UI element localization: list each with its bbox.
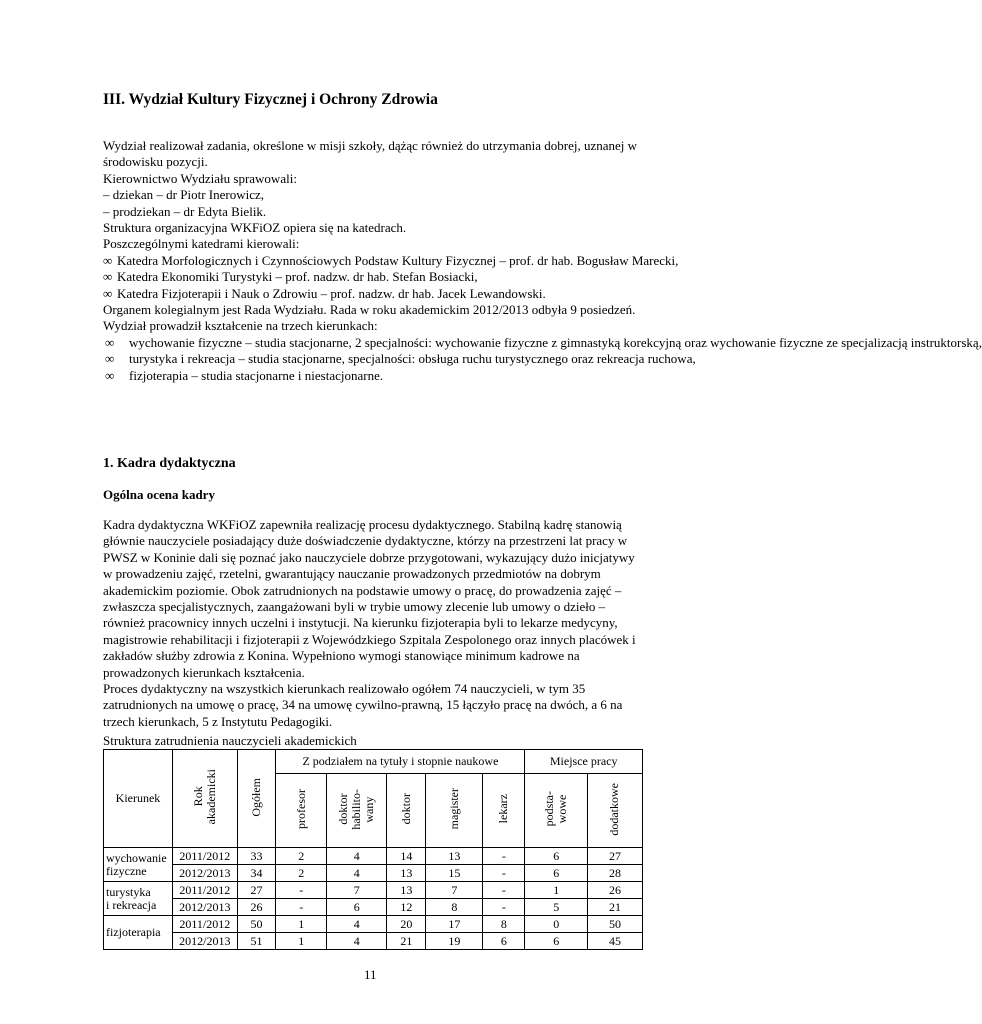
header-ogolem-text: Ogółem	[249, 777, 264, 817]
row-label-line: fizjoterapia	[106, 925, 161, 939]
direction-text: fizjoterapia – studia stacjonarne i niestacjonarne.	[129, 367, 384, 383]
cell-magister: 19	[426, 933, 483, 950]
cell-ogolem: 50	[237, 916, 276, 933]
cell-doktor-hab: 4	[327, 865, 387, 882]
cell-doktor: 12	[387, 899, 426, 916]
cell-lekarz: 8	[483, 916, 525, 933]
cell-rok: 2011/2012	[172, 848, 237, 865]
table-row	[104, 882, 643, 899]
cell-profesor: 2	[276, 848, 327, 865]
table-row	[104, 865, 643, 882]
cell-lekarz: -	[483, 899, 525, 916]
header-rok	[172, 750, 237, 848]
table-caption: Struktura zatrudnienia nauczycieli akademickich	[103, 733, 357, 748]
header-magister-text: magister	[446, 788, 461, 830]
cell-doktor-hab: 4	[327, 933, 387, 950]
header-profesor	[276, 774, 327, 848]
header-lekarz-text: lekarz	[496, 794, 511, 824]
chair-item	[103, 286, 643, 302]
cell-rok: 2012/2013	[172, 933, 237, 950]
intro-block	[103, 138, 982, 384]
cell-doktor-hab: 4	[327, 848, 387, 865]
cell-magister: 8	[426, 899, 483, 916]
cell-lekarz: 6	[483, 933, 525, 950]
chairs-label: Poszczególnymi katedrami kierowali:	[103, 236, 300, 252]
direction-text: wychowanie fizyczne – studia stacjonarne, 2 specjalności: wychowanie fizyczne z gimnastyką korekcyjną oraz wychowanie fizyczne ze specjalizacją instruktorską,	[129, 334, 982, 350]
cell-doktor: 21	[387, 933, 426, 950]
intro-paragraph: Wydział realizował zadania, określone w misji szkoły, dążąc również do utrzymania dobrej, uznanej w środowisku pozycji.	[103, 138, 638, 170]
staff-count-paragraph: Proces dydaktyczny na wszystkich kierunkach realizowało ogółem 74 nauczycieli, w tym 35 zatrudnionych na umowę o pracę, 34 na umowę cywilno-prawną, 15 łączyło pracę na dwóch, a 6 na trzech kierunkach, 5 z Instytutu Pedagogiki.	[103, 681, 623, 729]
section-heading: 1. Kadra dydaktyczna	[103, 456, 236, 471]
chair-text: Katedra Morfologicznych i Czynnościowych Podstaw Kultury Fizycznej – prof. dr hab. Bogusław Marecki,	[117, 252, 679, 268]
header-rok-line2: akademicki	[203, 769, 218, 825]
cell-profesor: 1	[276, 933, 327, 950]
row-label	[104, 882, 173, 916]
header-podstawowe-line2: wowe	[555, 794, 570, 824]
header-group-titles: Z podziałem na tytuły i stopnie naukowe	[276, 750, 525, 774]
direction-item	[103, 351, 696, 367]
cell-rok: 2012/2013	[172, 899, 237, 916]
directions-label: Wydział prowadził kształcenie na trzech kierunkach:	[103, 318, 378, 334]
table-row	[104, 916, 643, 933]
cell-podstawowe: 6	[525, 848, 588, 865]
row-label-line: fizyczne	[106, 863, 147, 878]
header-dodatkowe	[587, 774, 642, 848]
cell-doktor: 13	[387, 882, 426, 899]
cell-rok: 2011/2012	[172, 916, 237, 933]
header-magister	[426, 774, 483, 848]
header-doktor-hab-line3: wany	[362, 796, 377, 822]
row-label	[104, 848, 173, 882]
cell-ogolem: 34	[237, 865, 276, 882]
direction-item	[103, 368, 643, 384]
direction-item	[103, 334, 982, 351]
table-row	[104, 848, 643, 865]
cell-doktor: 13	[387, 865, 426, 882]
cell-dodatkowe: 28	[587, 865, 642, 882]
cell-profesor: 2	[276, 865, 327, 882]
cell-rok: 2012/2013	[172, 865, 237, 882]
cell-podstawowe: 0	[525, 916, 588, 933]
cell-doktor-hab: 6	[327, 899, 387, 916]
chair-item	[103, 269, 643, 285]
header-doktor-hab-line1: doktor	[336, 793, 351, 825]
table-row	[104, 899, 643, 916]
row-label-line: i rekreacja	[106, 897, 157, 912]
cell-podstawowe: 6	[525, 933, 588, 950]
header-ogolem	[237, 750, 276, 848]
cell-dodatkowe: 26	[587, 882, 642, 899]
cell-profesor: -	[276, 882, 327, 899]
infinity-bullet-icon: ∞	[105, 334, 115, 350]
header-podstawowe	[525, 774, 588, 848]
cell-lekarz: -	[483, 848, 525, 865]
header-lekarz	[483, 774, 525, 848]
cell-lekarz: -	[483, 882, 525, 899]
chair-item	[103, 252, 679, 269]
cell-dodatkowe: 45	[587, 933, 642, 950]
staff-text-block	[103, 517, 643, 730]
cell-ogolem: 26	[237, 899, 276, 916]
dean-line: – dziekan – dr Piotr Inerowicz,	[103, 187, 265, 203]
chair-text: Katedra Ekonomiki Turystyki – prof. nadzw. dr hab. Stefan Bosiacki,	[117, 269, 478, 285]
cell-magister: 13	[426, 848, 483, 865]
cell-podstawowe: 6	[525, 865, 588, 882]
cell-doktor: 14	[387, 848, 426, 865]
header-doktor-text: doktor	[398, 793, 413, 825]
header-kierunek: Kierunek	[104, 750, 173, 848]
row-label-line: wychowanie	[106, 850, 167, 865]
infinity-bullet-icon: ∞	[103, 269, 113, 285]
cell-magister: 15	[426, 865, 483, 882]
management-label: Kierownictwo Wydziału sprawowali:	[103, 170, 297, 186]
page-title: III. Wydział Kultury Fizycznej i Ochrony Zdrowia	[103, 91, 438, 108]
cell-ogolem: 27	[237, 882, 276, 899]
cell-podstawowe: 1	[525, 882, 588, 899]
direction-text: turystyka i rekreacja – studia stacjonarne, specjalności: obsługa ruchu turystycznego oraz rekreacja ruchowa,	[129, 351, 696, 367]
employment-table	[103, 749, 643, 950]
cell-profesor: 1	[276, 916, 327, 933]
chair-text: Katedra Fizjoterapii i Nauk o Zdrowiu – prof. nadzw. dr hab. Jacek Lewandowski.	[117, 285, 546, 301]
subsection-heading: Ogólna ocena kadry	[103, 487, 215, 502]
header-profesor-text: profesor	[293, 789, 308, 829]
infinity-bullet-icon: ∞	[105, 351, 115, 367]
cell-dodatkowe: 27	[587, 848, 642, 865]
infinity-bullet-icon: ∞	[105, 367, 115, 383]
structure-line: Struktura organizacyjna WKFiOZ opiera się na katedrach.	[103, 220, 407, 236]
infinity-bullet-icon: ∞	[103, 252, 113, 268]
cell-profesor: -	[276, 899, 327, 916]
cell-ogolem: 51	[237, 933, 276, 950]
row-label-line: turystyka	[106, 884, 151, 899]
cell-dodatkowe: 50	[587, 916, 642, 933]
page-number: 11	[364, 967, 377, 982]
header-doktor	[387, 774, 426, 848]
cell-dodatkowe: 21	[587, 899, 642, 916]
header-doktor-hab-line2: habilito-	[349, 788, 364, 830]
cell-podstawowe: 5	[525, 899, 588, 916]
cell-magister: 17	[426, 916, 483, 933]
vice-dean-line: – prodziekan – dr Edyta Bielik.	[103, 203, 267, 219]
staff-paragraph: Kadra dydaktyczna WKFiOZ zapewniła realizację procesu dydaktycznego. Stabilną kadrę stanowią głównie nauczyciele posiadający duże doświadczenie dydaktyczne, którzy na przestrzeni lat pracy w PWSZ w Koninie dali się poznać jako nauczyciele dobrze przygotowani, wykazujący dużo inicjatywy w prowadzeniu zajęć, rzetelni, gwarantujący nauczanie prowadzonych przedmiotów na dobrym akademickim poziomie. Obok zatrudnionych na podstawie umowy o pracę, do prowadzenia zajęć – zwłaszcza specjalistycznych, zaangażowani byli w trybie umowy zlecenie lub umowy o dzieło – również pracownicy innych uczelni i instytucji. Na kierunku fizjoterapia byli to lekarze medycyny, magistrowie rehabilitacji i fizjoterapii z Wojewódzkiego Szpitala Zespolonego oraz innych placówek i zakładów służby zdrowia z Konina. Wypełniono wymogi stanowiące minimum kadrowe na prowadzonych kierunkach kształcenia.	[103, 517, 636, 680]
table-header-row	[104, 750, 643, 774]
header-dodatkowe-text: dodatkowe	[607, 782, 622, 836]
cell-doktor: 20	[387, 916, 426, 933]
cell-ogolem: 33	[237, 848, 276, 865]
row-label	[104, 916, 173, 950]
cell-doktor-hab: 4	[327, 916, 387, 933]
cell-lekarz: -	[483, 865, 525, 882]
header-group-work: Miejsce pracy	[525, 750, 643, 774]
cell-rok: 2011/2012	[172, 882, 237, 899]
header-doktor-hab	[327, 774, 387, 848]
table-row	[104, 933, 643, 950]
header-rok-line1: Rok	[190, 787, 205, 808]
header-podstawowe-line1: podsta-	[542, 791, 557, 827]
cell-doktor-hab: 7	[327, 882, 387, 899]
council-paragraph: Organem kolegialnym jest Rada Wydziału. Rada w roku akademickim 2012/2013 odbyła 9 posiedzeń.	[103, 302, 636, 318]
cell-magister: 7	[426, 882, 483, 899]
infinity-bullet-icon: ∞	[103, 285, 113, 301]
